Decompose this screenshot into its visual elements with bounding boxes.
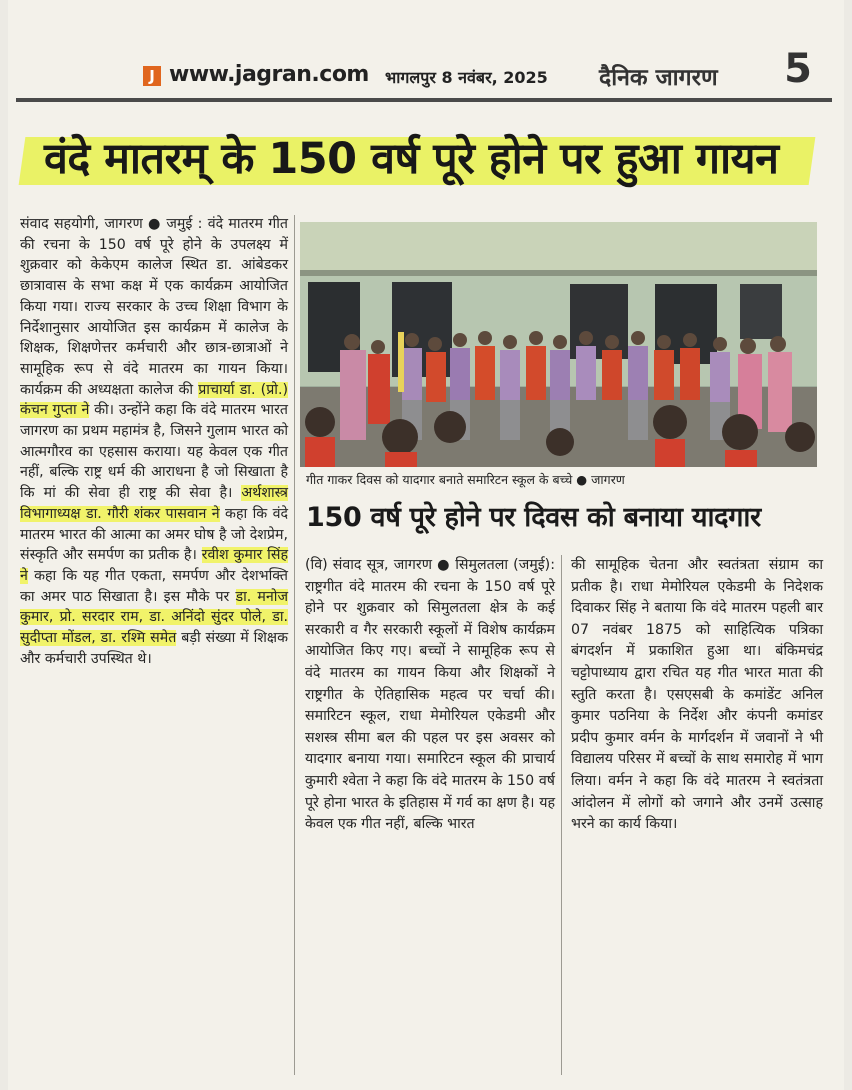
highlighted-text: अर्थशास्त्र विभागाध्यक्ष डा. गौरी शंकर पासवान ने: [20, 485, 288, 522]
article-text: की सामूहिक चेतना और स्वतंत्रता संग्राम का प्रतीक है। राधा मेमोरियल एकेडमी के निदेशक दिवाकर सिंह ने बताया कि वंदे मातरम पहली बार 07 नवंबर 1875 को साहित्यिक पत्रिका बंगदर्शन में प्रकाशित हुआ था। बंकिमचंद्र चट्टोपाध्याय द्वारा रचित यह गीत भारत माता की स्तुति करता है। एसएसबी के कमांडेंट अनिल कुमार पठनिया के निर्देश और कंपनी कमांडर प्रदीप कुमार वर्मन के मार्गदर्शन में जवानों ने भी विद्यालय परिसर में बच्चों के साथ समारोह में भाग लिया। वर्मन ने कहा कि वंदे मातरम ने स्वतंत्रता आंदोलन में लोगों को जगाने और उनमें उत्साह भरने का कार्य किया।: [571, 557, 823, 833]
headline-text: वंदे मातरम् के 150 वर्ष पूरे होने पर हुआ गायन: [44, 134, 779, 184]
page-number: 5: [784, 46, 812, 92]
article-text: कहा कि यह गीत एकता, समर्पण और देशभक्ति का अमर पाठ सिखाता है। इस मौके पर: [20, 567, 288, 605]
header-rule: [16, 98, 832, 102]
students-singing-photo: [300, 222, 817, 467]
newspaper-page: [8, 0, 844, 1090]
right-article-column-1: [305, 555, 555, 1075]
site-url: www.jagran.com: [169, 62, 369, 87]
jagran-logo-icon: J: [143, 66, 161, 86]
article-text: की। उन्होंने कहा कि वंदे मातरम भारत जागरण का प्रथम महामंत्र है, जिसने गुलाम भारत को आत्मगौरव का एहसास कराया। यह केवल एक गीत नहीं, बल्कि राष्ट्र धर्म की आराधना है जो सिखाता है कि मां की सेवा ही राष्ट्र की सेवा है।: [20, 402, 288, 502]
sub-headline: 150 वर्ष पूरे होने पर दिवस को बनाया यादगार: [306, 502, 761, 533]
highlighted-text: प्राचार्या डा. (प्रो.) कंचन गुप्ता ने: [20, 381, 288, 419]
highlighted-text: रवीश कुमार सिंह ने: [20, 547, 288, 584]
headline: [22, 127, 822, 191]
article-text: संवाद सहयोगी, जागरण ● जमुई : वंदे मातरम गीत की रचना के 150 वर्ष पूरे होने के उपलक्ष्य में शुक्रवार को केकेएम कालेज स्थित डा. आंबेडकर छात्रावास के सभा कक्ष में एक कार्यक्रम आयोजित किया गया। राज्य सरकार के उच्च शिक्षा विभाग के निर्देशानुसार आयोजित इस कार्यक्रम में कालेज के शिक्षक, शिक्षणेत्तर कर्मचारी और छात्र-छात्राओं ने सामूहिक रूप से वंदे मातरम का गायन किया। कार्यक्रम की अध्यक्षता कालेज की: [20, 216, 288, 398]
left-article-body: [20, 214, 288, 669]
page-header: [133, 46, 824, 98]
highlighted-text: डा. मनोज कुमार, प्रो. सरदार राम, डा. अनिंदो सुंदर पोले, डा. सुदीप्ता मोंडल, डा. रश्मि समेत: [20, 588, 288, 647]
news-photo: [300, 222, 817, 467]
article-text: (वि) संवाद सूत्र, जागरण ● सिमुलतला (जमुई): राष्ट्रगीत वंदे मातरम की रचना के 150 वर्ष पूरे होने पर शुक्रवार को सिमुलतला क्षेत्र के कई सरकारी व गैर सरकारी स्कूलों में विशेष कार्यक्रम आयोजित किए गए। बच्चों ने सामूहिक रूप से वंदे मातरम का गायन किया और शिक्षकों ने राष्ट्रगीत के ऐतिहासिक महत्व पर चर्चा की। समारिटन स्कूल, राधा मेमोरियल एकेडमी और सशस्त्र सीमा बल की पहल पर इस अवसर को यादगार बनाया गया। समारिटन स्कूल की प्राचार्य कुमारी श्वेता ने कहा कि वंदे मातरम के 150 वर्ष पूरे होना भारत के इतिहास में गर्व का क्षण है। यह केवल एक गीत नहीं, बल्कि भारत: [305, 557, 555, 833]
left-article: [20, 214, 288, 1074]
dateline: भागलपुर 8 नवंबर, 2025: [385, 68, 548, 87]
right-article-column-2: [571, 555, 823, 1075]
paper-name: दैनिक जागरण: [599, 65, 718, 91]
article-text: बड़ी संख्या में शिक्षक और कर्मचारी उपस्थित थे।: [20, 630, 289, 667]
column-divider: [294, 215, 295, 1075]
column-divider: [561, 555, 562, 1075]
article-text: कहा कि वंदे मातरम भारत की आत्मा का अमर घोष है जो देशप्रेम, संस्कृति और समर्पण का प्रतीक है।: [20, 505, 288, 564]
photo-caption: गीत गाकर दिवस को यादगार बनाते समारिटन स्कूल के बच्चे ● जागरण: [306, 472, 625, 487]
